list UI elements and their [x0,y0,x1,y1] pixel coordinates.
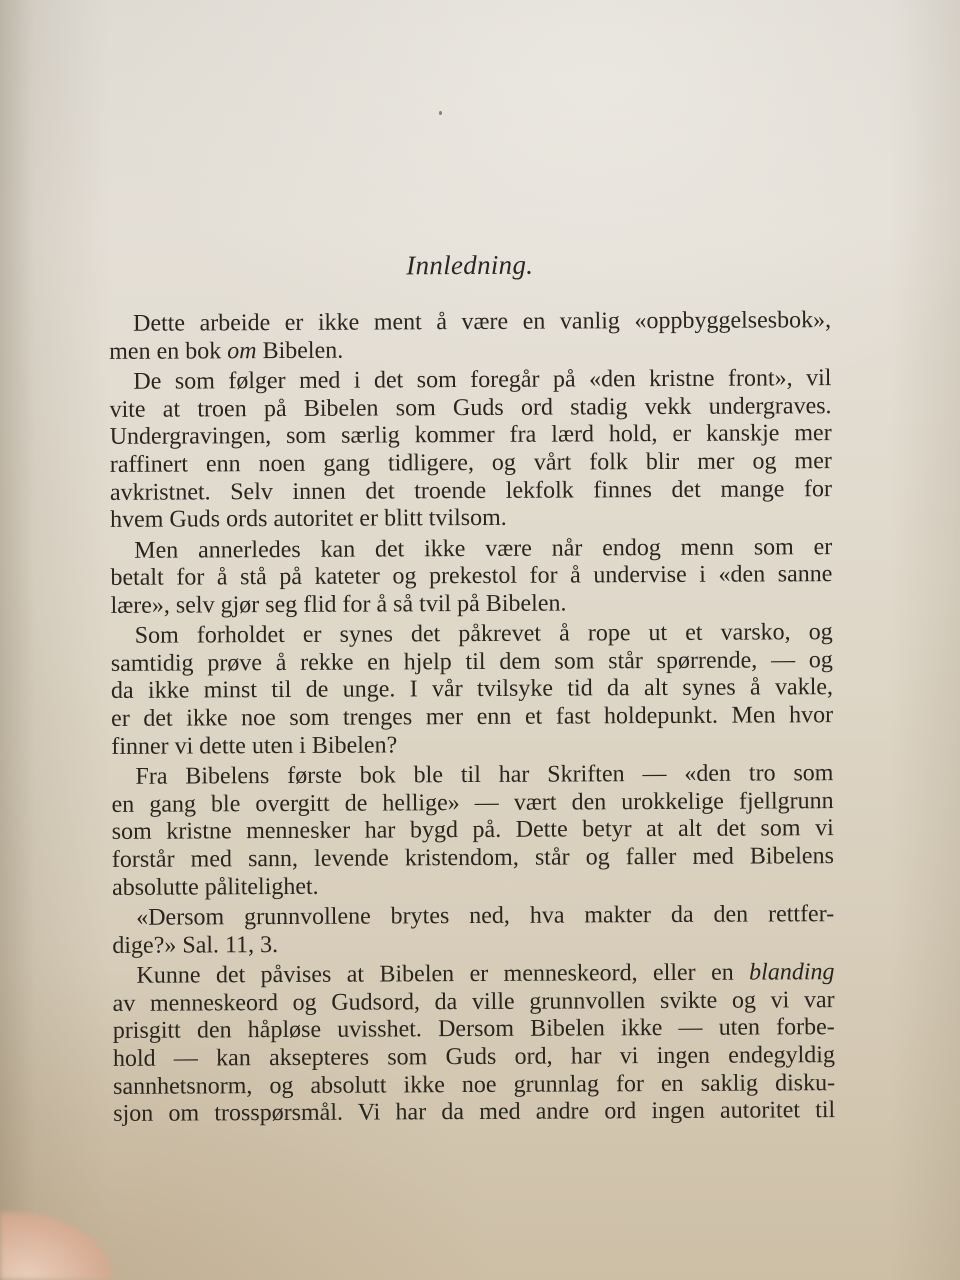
text-line: sjon om trosspørsmål. Vi har da med andre ord ingen autoritet til [113,1097,836,1128]
paragraph [112,959,835,1129]
text-line: lære», selv gjør seg flid for å så tvil på Bibelen. [110,590,567,619]
thumb [0,1212,112,1280]
text-line: hvem Guds ords autoritet er blitt tvilsom. [110,505,507,534]
text-line: da ikke minst til de unge. I vår tvilsyke tid da alt synes å vakle, [110,674,834,705]
text-line: finner vi dette uten i Bibelen? [111,732,398,760]
dust-speck [439,111,442,115]
emphasis: blanding [749,958,835,986]
paragraph [109,307,831,366]
text-run: Bibelen. [256,337,344,364]
text-line: samtidig prøve å rekke en hjelp til dem som står spørrende, — og [110,646,833,677]
text-line: prisgitt den håpløse uvisshet. Dersom Bibelen ikke — uten forbe- [112,1014,835,1045]
text-line [109,335,831,366]
text-line: avkristnet. Selv innen det troende lekfolk finnes det mange for [109,475,833,506]
paragraph [110,534,832,621]
text-line: absolutte pålitelighet. [111,873,319,901]
emphasis: om [227,337,257,364]
text-line: som kristne mennesker har bygd på. Dette betyr at alt det som vi [111,815,834,846]
text-line: Dette arbeide er ikke ment å være en vanlig «oppbyggelsesbok», [133,307,832,337]
text-area [103,238,843,1142]
text-line: De som følger med i det som foregår på «den kristne front», vil [133,364,832,395]
text-line: Undergravingen, som særlig kommer fra lærd hold, er kanskje mer [109,420,832,451]
text-line: er det ikke noe som trenges mer enn et fast holdepunkt. Men hvor [111,702,834,733]
text-line [112,959,834,990]
paragraph [112,901,834,960]
paragraph [111,619,834,761]
text-line: Fra Bibelens første bok ble til har Skriften — «den tro som [135,760,834,790]
text-line: sannhetsnorm, og absolutt ikke noe grunnlag for en saklig disku- [113,1069,836,1100]
paragraph [109,365,832,535]
text-line: Som forholdet er synes det påkrevet å rope ut et varsko, og [134,619,833,649]
text-line: en gang ble overgitt de hellige» — vært den urokkelige fjellgrunn [111,787,834,818]
text-run: Kunne det påvises at Bibelen er menneskeord, eller en [136,959,750,989]
paragraph [111,760,834,902]
body-text [109,307,835,1131]
text-line: hold — kan aksepteres som Guds ord, har vi ingen endegyldig [112,1041,835,1072]
text-line: «Dersom grunnvollene brytes ned, hva makter da den rettfer- [136,901,835,931]
text-line: raffinert enn noen gang tidligere, og vårt folk blir mer og mer [109,448,832,478]
text-run: men en bok [109,337,228,365]
chapter-title: Innledning. [406,249,534,281]
text-line: betalt for å stå på kateter og prekestol for å undervise i «den sanne [110,561,833,592]
text-line: forstår med sann, levende kristendom, står og faller med Bibelens [111,843,834,873]
text-line: vite at troen på Bibelen som Guds ord stadig vekk undergraves. [109,392,832,423]
text-line: av menneskeord og Gudsord, da ville grunnvollen svikte og vi var [112,986,835,1017]
text-line: dige?» Sal. 11, 3. [112,931,279,959]
text-line: Men annerledes kan det ikke være når endog menn som er [134,533,833,564]
